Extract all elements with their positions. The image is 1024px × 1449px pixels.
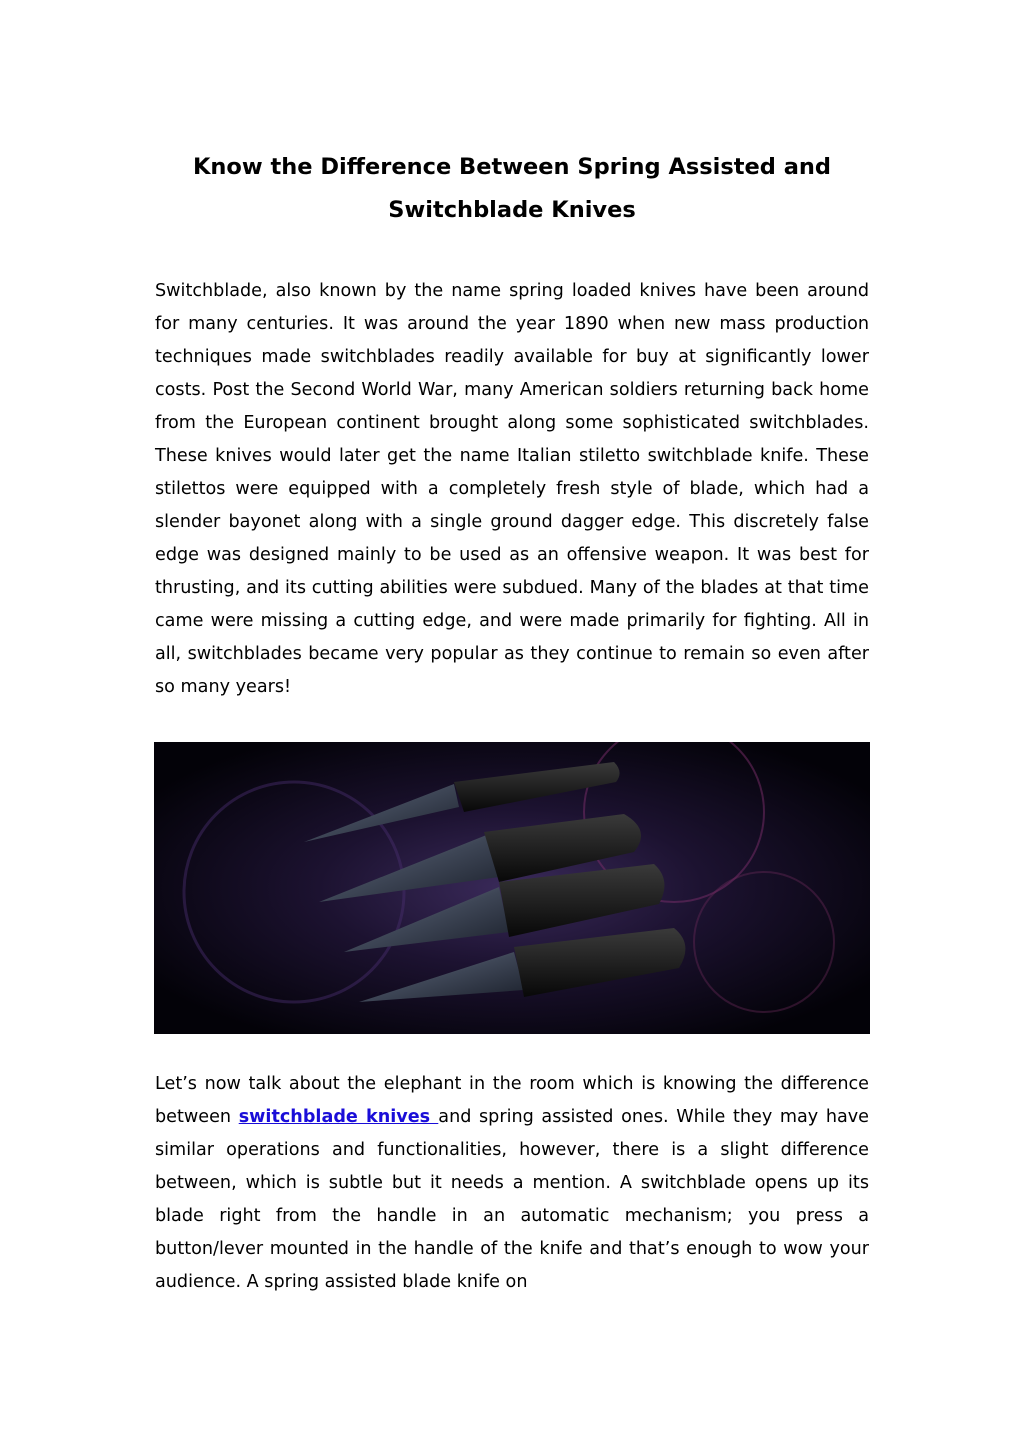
paragraph-difference-text-end: and spring assisted ones. While they may have similar operations and functionalities, however, there is a slight difference between, which is subtle but it needs a mention. A switchblade opens up its blade right from the handle in an automatic mechanism; you press a button/lever mounted in the handle of the knife and that’s enough to wow your audience. A spring assisted blade knife on [155, 1107, 870, 1292]
switchblade-knives-link[interactable]: switchblade knives [238, 1107, 439, 1127]
paragraph-difference [155, 1068, 869, 1299]
article-title: Know the Difference Between Spring Assisted and Switchblade Knives [192, 154, 832, 223]
paragraph-intro: Switchblade, also known by the name spring loaded knives have been around for many centuries. It was around the year 1890 when new mass production techniques made switchblades readily available for buy at significantly lower costs. Post the Second World War, many American soldiers returning back home from the European continent brought along some sophisticated switchblades. These knives would later get the name Italian stiletto switchblade knife. These stilettos were equipped with a completely fresh style of blade, which had a slender bayonet along with a single ground dagger edge. This discretely false edge was designed mainly to be used as an offensive weapon. It was best for thrusting, and its cutting abilities were subdued. Many of the blades at that time came were missing a cutting edge, and were made primarily for fighting. All in all, switchblades became very popular as they continue to remain so even after so many years! [155, 281, 869, 697]
paragraph-difference-text-start: Let’s now talk about the elephant in the room which is knowing the difference between [155, 1074, 869, 1127]
knives-photo [154, 742, 870, 1034]
